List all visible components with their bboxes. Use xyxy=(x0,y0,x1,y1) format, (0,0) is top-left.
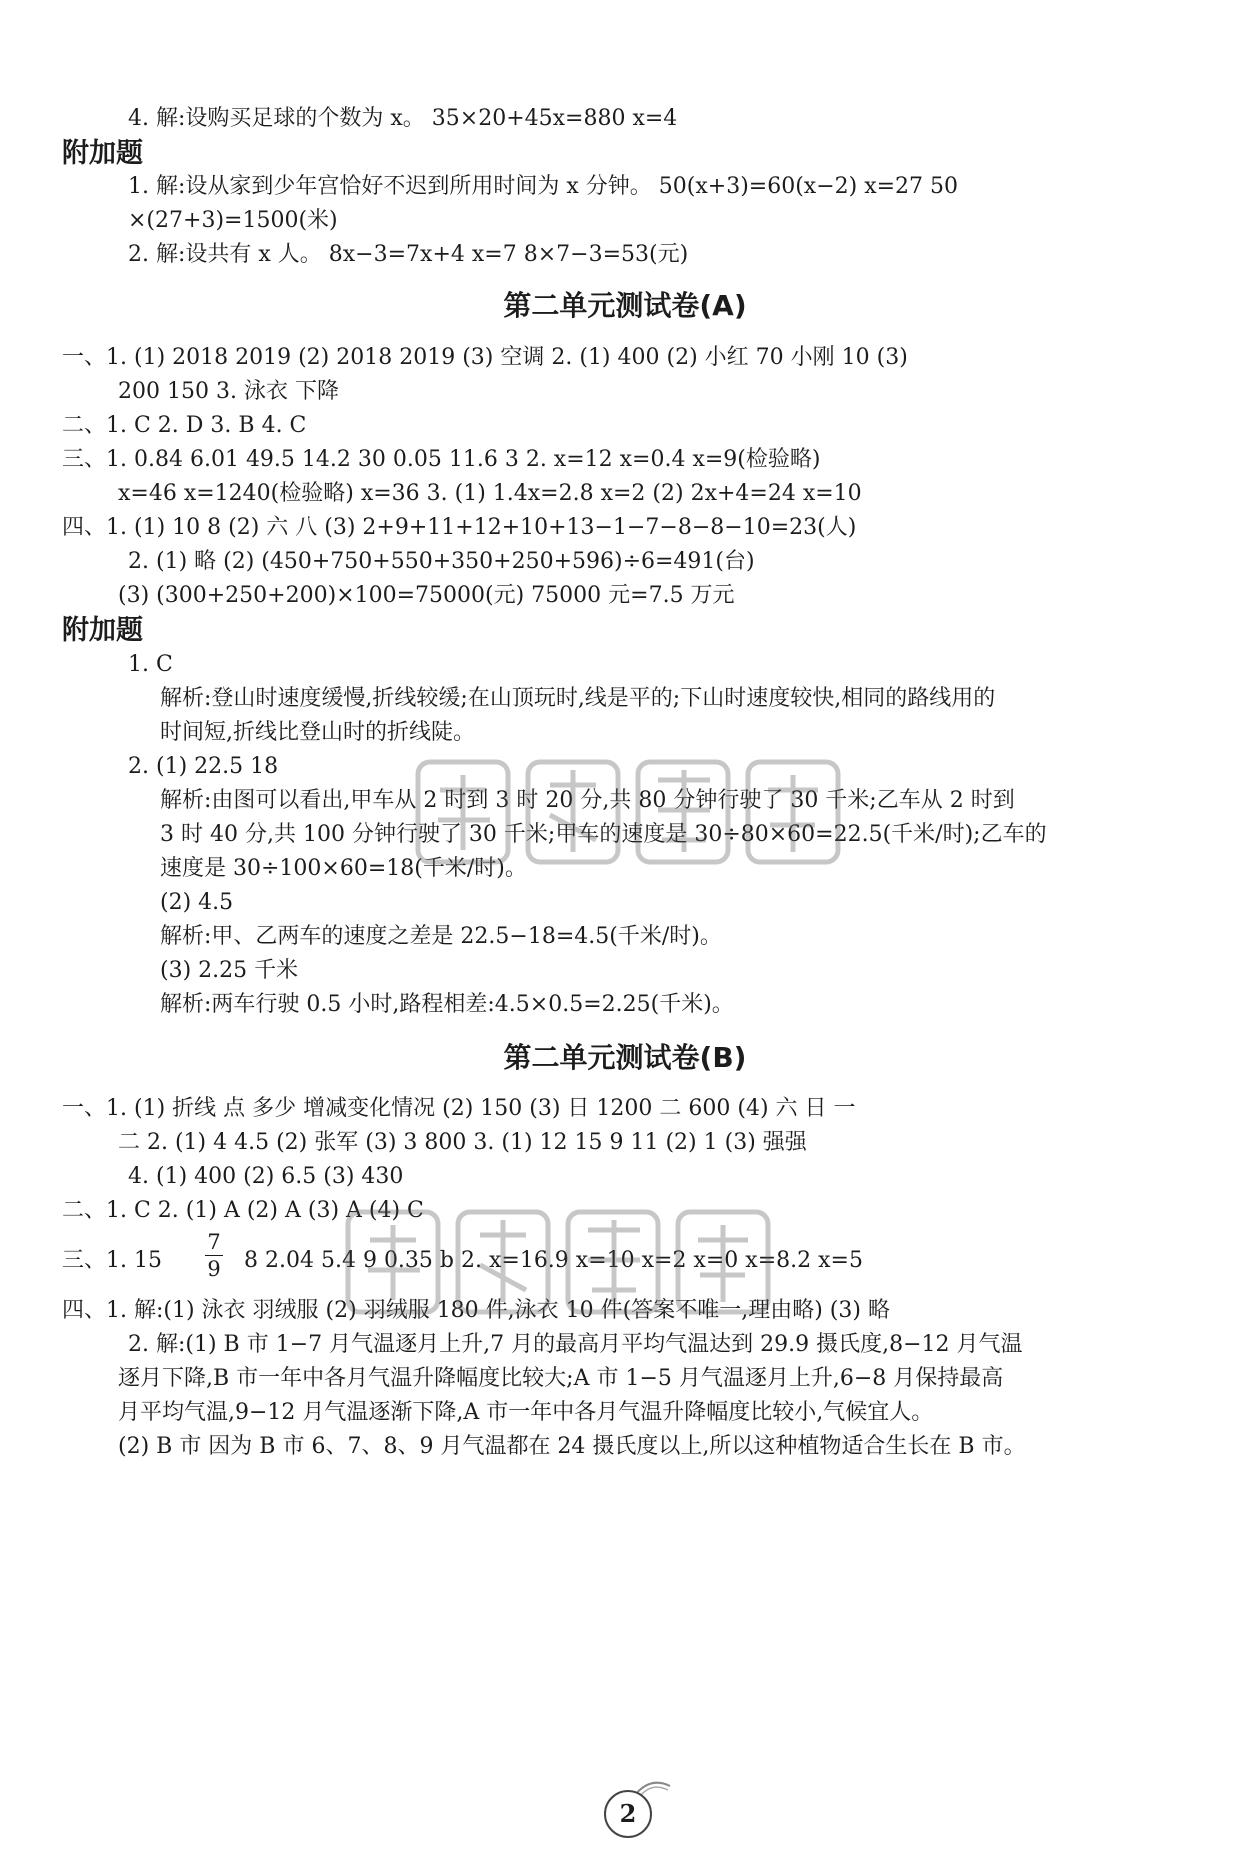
answer-line: 8 2.04 5.4 9 0.35 b 2. x=16.9 x=10 x=2 x=0 x=8.2 x=5 xyxy=(244,1248,863,1273)
answer-line: 1. C xyxy=(128,652,173,677)
answer-line: 四、1. (1) 10 8 (2) 六 八 (3) 2+9+11+12+10+13−1−7−8−8−10=23(人) xyxy=(62,515,857,540)
answer-line: 二、1. C 2. (1) A (2) A (3) A (4) C xyxy=(62,1198,424,1223)
answer-line: 逐月下降,B 市一年中各月气温升降幅度比较大;A 市 1−5 月气温逐月上升,6−8 月保持最高 xyxy=(118,1366,1004,1391)
answer-line: 200 150 3. 泳衣 下降 xyxy=(118,379,339,404)
fraction-numerator: 7 xyxy=(207,1230,221,1254)
answer-line: 2. (1) 22.5 18 xyxy=(128,754,279,779)
answer-line: 解析:由图可以看出,甲车从 2 时到 3 时 20 分,共 80 分钟行驶了 30 千米;乙车从 2 时到 xyxy=(160,788,1015,813)
section-heading: 附加题 xyxy=(62,615,143,646)
answer-line: (3) 2.25 千米 xyxy=(160,958,299,983)
answer-line: 一、1. (1) 折线 点 多少 增减变化情况 (2) 150 (3) 日 1200 二 600 (4) 六 日 一 xyxy=(62,1096,856,1121)
answer-line: 2. 解:(1) B 市 1−7 月气温逐月上升,7 月的最高月平均气温达到 29.9 摄氏度,8−12 月气温 xyxy=(128,1332,1023,1357)
test-title-a: 第二单元测试卷(A) xyxy=(503,289,747,322)
answer-line: 三、1. 0.84 6.01 49.5 14.2 30 0.05 11.6 3 2. x=12 x=0.4 x=9(检验略) xyxy=(62,447,821,472)
answer-line: 四、1. 解:(1) 泳衣 羽绒服 (2) 羽绒服 180 件,泳衣 10 件(答案不唯一,理由略) (3) 略 xyxy=(62,1298,890,1323)
answer-line: 解析:两车行驶 0.5 小时,路程相差:4.5×0.5=2.25(千米)。 xyxy=(160,992,734,1017)
answer-line: 二 2. (1) 4 4.5 (2) 张军 (3) 3 800 3. (1) 12 15 9 11 (2) 1 (3) 强强 xyxy=(118,1130,807,1155)
fraction-denominator: 9 xyxy=(207,1257,221,1281)
page-number: 2 xyxy=(604,1790,652,1838)
answer-line: x=46 x=1240(检验略) x=36 3. (1) 1.4x=2.8 x=2 (2) 2x+4=24 x=10 xyxy=(118,481,862,506)
answer-line: 二、1. C 2. D 3. B 4. C xyxy=(62,413,307,438)
answer-line: 月平均气温,9−12 月气温逐渐下降,A 市一年中各月气温升降幅度比较小,气候宜人。 xyxy=(118,1400,934,1425)
answer-line: 时间短,折线比登山时的折线陡。 xyxy=(160,720,475,745)
answer-line: 2. (1) 略 (2) (450+750+550+350+250+596)÷6=491(台) xyxy=(128,549,755,574)
answer-line: 2. 解:设共有 x 人。 8x−3=7x+4 x=7 8×7−3=53(元) xyxy=(128,242,689,267)
answer-line: (2) 4.5 xyxy=(160,890,234,915)
answer-line: (2) B 市 因为 B 市 6、7、8、9 月气温都在 24 摄氏度以上,所以这种植物适合生长在 B 市。 xyxy=(118,1434,1026,1459)
section-heading: 附加题 xyxy=(62,138,143,169)
answer-line: 4. 解:设购买足球的个数为 x。 35×20+45x=880 x=4 xyxy=(128,106,678,131)
answer-line: 1. 解:设从家到少年宫恰好不迟到所用时间为 x 分钟。 50(x+3)=60(x−2) x=27 50 xyxy=(128,174,959,199)
answer-line: (3) (300+250+200)×100=75000(元) 75000 元=7.5 万元 xyxy=(118,583,735,608)
fraction xyxy=(202,1230,226,1281)
answer-line: 速度是 30÷100×60=18(千米/时)。 xyxy=(160,856,527,881)
answer-line: 一、1. (1) 2018 2019 (2) 2018 2019 (3) 空调 2. (1) 400 (2) 小红 70 小刚 10 (3) xyxy=(62,345,908,370)
answer-line: 三、1. 15 xyxy=(62,1248,162,1273)
test-title-b: 第二单元测试卷(B) xyxy=(503,1041,747,1074)
answer-line: 3 时 40 分,共 100 分钟行驶了 30 千米;甲车的速度是 30÷80×60=22.5(千米/时);乙车的 xyxy=(160,822,1047,847)
answer-line: 解析:登山时速度缓慢,折线较缓;在山顶玩时,线是平的;下山时速度较快,相同的路线用的 xyxy=(160,686,996,711)
answer-line: ×(27+3)=1500(米) xyxy=(128,208,338,233)
answer-line: 解析:甲、乙两车的速度之差是 22.5−18=4.5(千米/时)。 xyxy=(160,924,722,949)
answer-line: 4. (1) 400 (2) 6.5 (3) 430 xyxy=(128,1164,404,1189)
